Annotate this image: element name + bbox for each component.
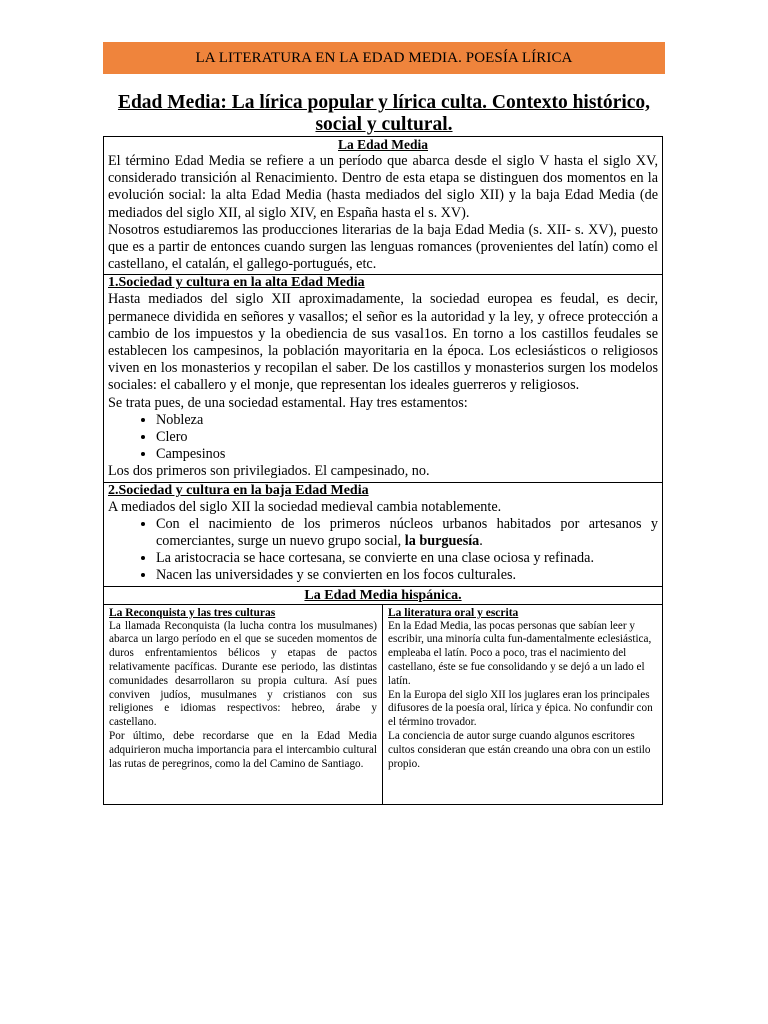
paragraph: Por último, debe recordarse que en la Edad Media adquirieron mucha importancia para el intercambio cultural las rutas de peregrinos, como la del Camino de Santiago. [109,730,377,770]
paragraph: La llamada Reconquista (la lucha contra los musulmanes) abarca un largo período en el que se suceden momentos de duros enfrentamientos bélicos y etapas de pactos relativamente pacíficas. Durante ese periodo, las distintas comunidades desarrollaron su propia cultura. Así pues conviven judíos, musulmanes y cristianos con sus religiones e idiomas respectivos: hebreo, árabe y castellano. [109,619,377,729]
section-heading: 2.Sociedad y cultura en la baja Edad Media [108,482,369,498]
paragraph: A mediados del siglo XII la sociedad medieval cambia notablemente. [108,498,502,515]
list-item: • Nacen las universidades y se convierten en los focos culturales. [156,567,658,584]
emphasis-burguesia: la burguesía [404,533,480,550]
paragraph: El término Edad Media se refiere a un período que abarca desde el siglo V hasta el siglo XV, considerado transición al Renacimiento. Dentro de esta etapa se distinguen dos momentos en la evolución social: la alta Edad Media (hasta mediados del siglo XII) y la baja Edad Media (de mediados del siglo XII, al siglo XIV, en España hasta el s. XV). [108,153,658,221]
paragraph: Hasta mediados del siglo XII aproximadamente, la sociedad europea es feudal, es decir, permanece dividida en señores y vasallos; el señor es la autoridad y la ley, y ofrece protección a cambio de los impuestos y la obediencia de sus vasal1os. En torno a los castillos feudales se establecen los campesinos, la población mayoritaria en la época. Los eclesiásticos o religiosos viven en los monasterios y recopilan el saber. De los castillos y monasterios surgen los modelos sociales: el caballero y el monje, que representan los ideales guerreros y religiosos. [108,291,658,394]
section-edad-media-hispanica [104,587,662,804]
list-item: • Nobleza [156,412,658,429]
list-item-end: . [479,533,483,550]
section-heading: La Edad Media [337,137,429,152]
page-title: Edad Media: La lírica popular y lírica culta. Contexto histórico, social y cultural. [117,92,651,135]
column-literatura-oral [383,605,662,804]
document-banner: LA LITERATURA EN LA EDAD MEDIA. POESÍA LÍRICA [103,42,665,74]
list-item-text: Con el nacimiento de los primeros núcleos urbanos habitados por artesanos y comerciantes, surge un nuevo grupo social, [156,515,658,550]
column-title: La literatura oral y escrita [388,606,519,619]
content-table [103,136,663,805]
column-reconquista [104,605,383,804]
section-heading: La Edad Media hispánica. [104,587,662,605]
list-item: • La aristocracia se hace cortesana, se convierte en una clase ociosa y refinada. [156,550,658,567]
paragraph: Se trata pues, de una sociedad estamental. Hay tres estamentos: [108,394,468,411]
changes-list [108,516,658,585]
paragraph: La conciencia de autor surge cuando algunos escritores cultos consideran que están creando una obra con un estilo propio. [388,730,651,770]
section-edad-media [104,137,662,275]
two-column-table [104,605,662,804]
paragraph: En la Europa del siglo XII los juglares eran los principales difusores de la poesía oral, lírica y épica. No confundir con el término trovador. [388,688,653,729]
section-baja-edad-media [104,483,662,587]
section-alta-edad-media [104,275,662,482]
paragraph: Nosotros estudiaremos las producciones literarias de la baja Edad Media (s. XII- s. XV), puesto que es a partir de entonces cuando surgen las lenguas romances (provenientes del latín) como el castellano, el catalán, el gallego-portugués, etc. [108,221,658,273]
estamentos-list [108,412,658,464]
paragraph: En la Edad Media, las pocas personas que sabían leer y escribir, una minoría culta fun-damentalmente eclesiástica, empleaba el latín. Poco a poco, tras el nacimiento del castellano, éste se fue consolidando y se dejó a un lado el latín. [388,619,652,687]
column-title: La Reconquista y las tres culturas [109,606,276,619]
list-item [156,516,658,550]
list-item: • Campesinos [156,446,658,463]
list-item: • Clero [156,429,658,446]
paragraph: Los dos primeros son privilegiados. El campesinado, no. [108,463,430,480]
section-heading: 1.Sociedad y cultura en la alta Edad Media [108,275,365,291]
